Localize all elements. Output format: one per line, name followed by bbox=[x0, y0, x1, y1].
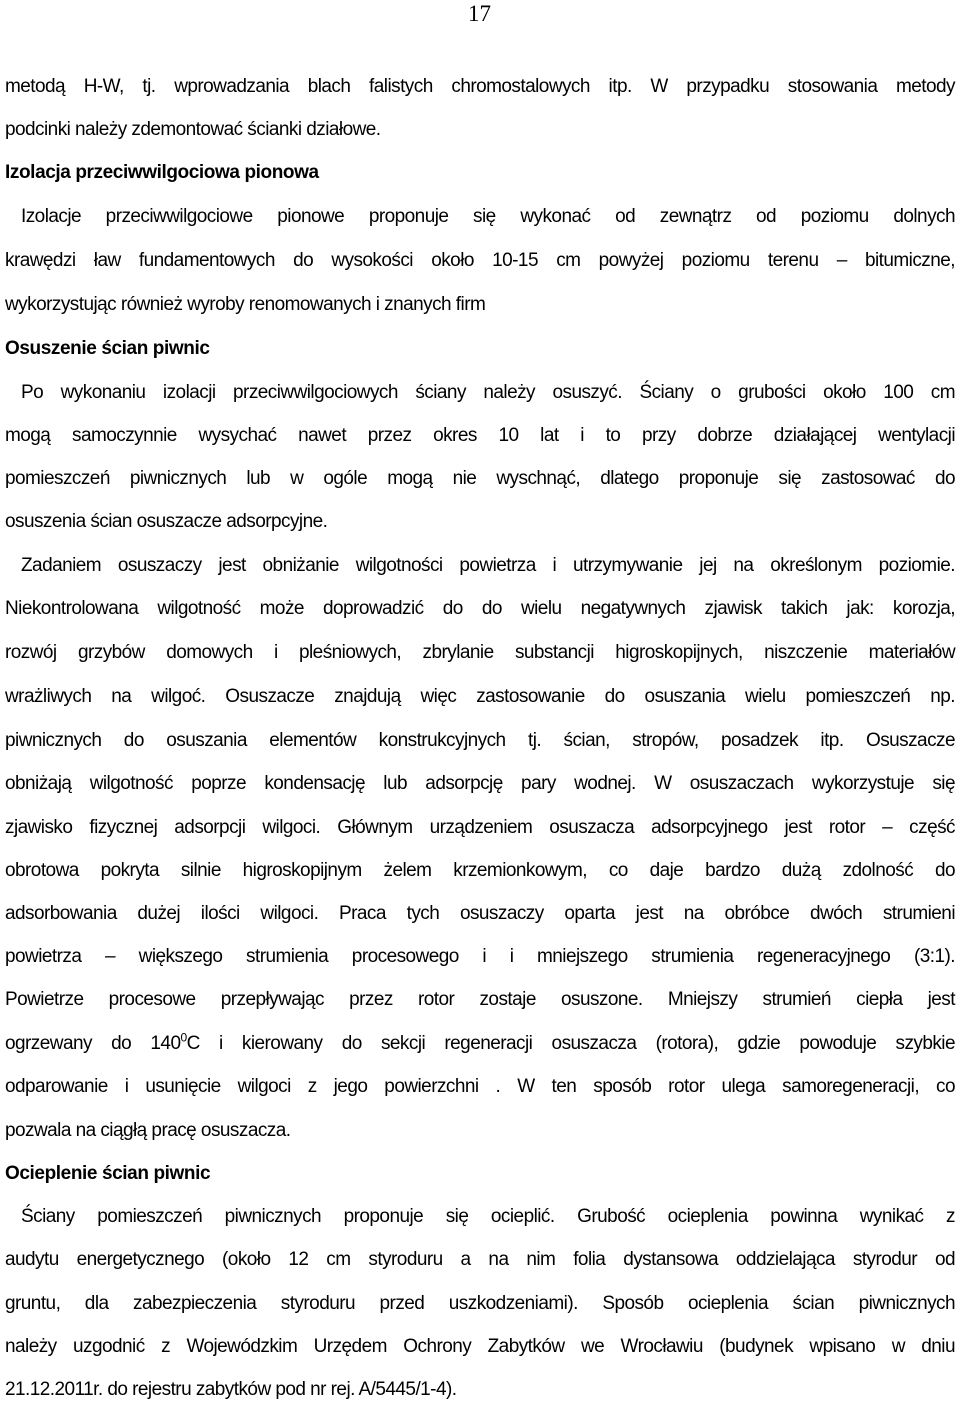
text-segment: ogrzewany do 140 bbox=[5, 1033, 181, 1054]
section-heading: Ocieplenie ścian piwnic bbox=[5, 1163, 211, 1184]
text-line: Ściany pomieszczeń piwnicznych proponuje się ocieplić. Grubość ocieplenia powinna wynikać z bbox=[21, 1206, 955, 1227]
text-line: piwnicznych do osuszania elementów konstrukcyjnych tj. ścian, stropów, posadzek itp. Osuszacze bbox=[5, 730, 955, 751]
text-line: pomieszczeń piwnicznych lub w ogóle mogą nie wyschnąć, dlatego proponuje się zastosować do bbox=[5, 468, 955, 489]
text-line: pozwala na ciągłą pracę osuszacza. bbox=[5, 1120, 291, 1141]
text-line: obrotowa pokryta silnie higroskopijnym żelem krzemionkowym, co daje bardzo dużą zdolność do bbox=[5, 860, 955, 881]
text-line: należy uzgodnić z Wojewódzkim Urzędem Ochrony Zabytków we Wrocławiu (budynek wpisano w dniu bbox=[5, 1336, 955, 1357]
text-line: 21.12.2011r. do rejestru zabytków pod nr rej. A/5445/1-4). bbox=[5, 1379, 457, 1400]
text-line: powietrza – większego strumienia procesowego i i mniejszego strumienia regeneracyjnego (3:1). bbox=[5, 946, 955, 967]
section-heading: Izolacja przeciwwilgociowa pionowa bbox=[5, 162, 319, 183]
text-line: Powietrze procesowe przepływając przez rotor zostaje osuszone. Mniejszy strumień ciepła jest bbox=[5, 989, 955, 1010]
text-line: gruntu, dla zabezpieczenia styroduru przed uszkodzeniami). Sposób ocieplenia ścian piwnicznych bbox=[5, 1293, 955, 1314]
text-line: podcinki należy zdemontować ścianki działowe. bbox=[5, 119, 381, 140]
text-line: audytu energetycznego (około 12 cm styroduru a na nim folia dystansowa oddzielająca styrodur od bbox=[5, 1249, 955, 1270]
text-line: odparowanie i usunięcie wilgoci z jego powierzchni . W ten sposób rotor ulega samoregeneracji, co bbox=[5, 1076, 955, 1097]
section-heading: Osuszenie ścian piwnic bbox=[5, 338, 210, 359]
text-line: Po wykonaniu izolacji przeciwwilgociowych ściany należy osuszyć. Ściany o grubości około 100 cm bbox=[21, 382, 955, 403]
text-line: obniżają wilgotność poprze kondensację lub adsorpcję pary wodnej. W osuszaczach wykorzystuje się bbox=[5, 773, 955, 794]
text-line: mogą samoczynnie wysychać nawet przez okres 10 lat i to przy dobrze działającej wentylacji bbox=[5, 425, 955, 446]
text-line: adsorbowania dużej ilości wilgoci. Praca tych osuszaczy oparta jest na obróbce dwóch strumieni bbox=[5, 903, 955, 924]
text-line bbox=[5, 1032, 955, 1056]
text-line: metodą H-W, tj. wprowadzania blach falistych chromostalowych itp. W przypadku stosowania metody bbox=[5, 76, 955, 97]
page-number: 17 bbox=[468, 1, 491, 26]
text-line: zjawisko fizycznej adsorpcji wilgoci. Głównym urządzeniem osuszacza adsorpcyjnego jest rotor – część bbox=[5, 817, 955, 838]
text-line: krawędzi ław fundamentowych do wysokości około 10-15 cm powyżej poziomu terenu – bitumiczne, bbox=[5, 250, 955, 271]
text-line: Zadaniem osuszaczy jest obniżanie wilgotności powietrza i utrzymywanie jej na określonym poziomie. bbox=[21, 555, 955, 576]
text-line: Izolacje przeciwwilgociowe pionowe proponuje się wykonać od zewnątrz od poziomu dolnych bbox=[21, 206, 955, 227]
text-segment: C i kierowany do sekcji regeneracji osuszacza (rotora), gdzie powoduje szybkie bbox=[186, 1033, 955, 1054]
text-line: osuszenia ścian osuszacze adsorpcyjne. bbox=[5, 511, 328, 532]
text-line: wykorzystując również wyroby renomowanych i znanych firm bbox=[5, 294, 486, 315]
text-line: rozwój grzybów domowych i pleśniowych, zbrylanie substancji higroskopijnych, niszczenie materiałów bbox=[5, 642, 955, 663]
superscript-degree: 0 bbox=[180, 1030, 187, 1045]
text-line: Niekontrolowana wilgotność może doprowadzić do do wielu negatywnych zjawisk takich jak: korozja, bbox=[5, 598, 955, 619]
text-line: wrażliwych na wilgoć. Osuszacze znajdują więc zastosowanie do osuszania wielu pomieszczeń np. bbox=[5, 686, 955, 707]
